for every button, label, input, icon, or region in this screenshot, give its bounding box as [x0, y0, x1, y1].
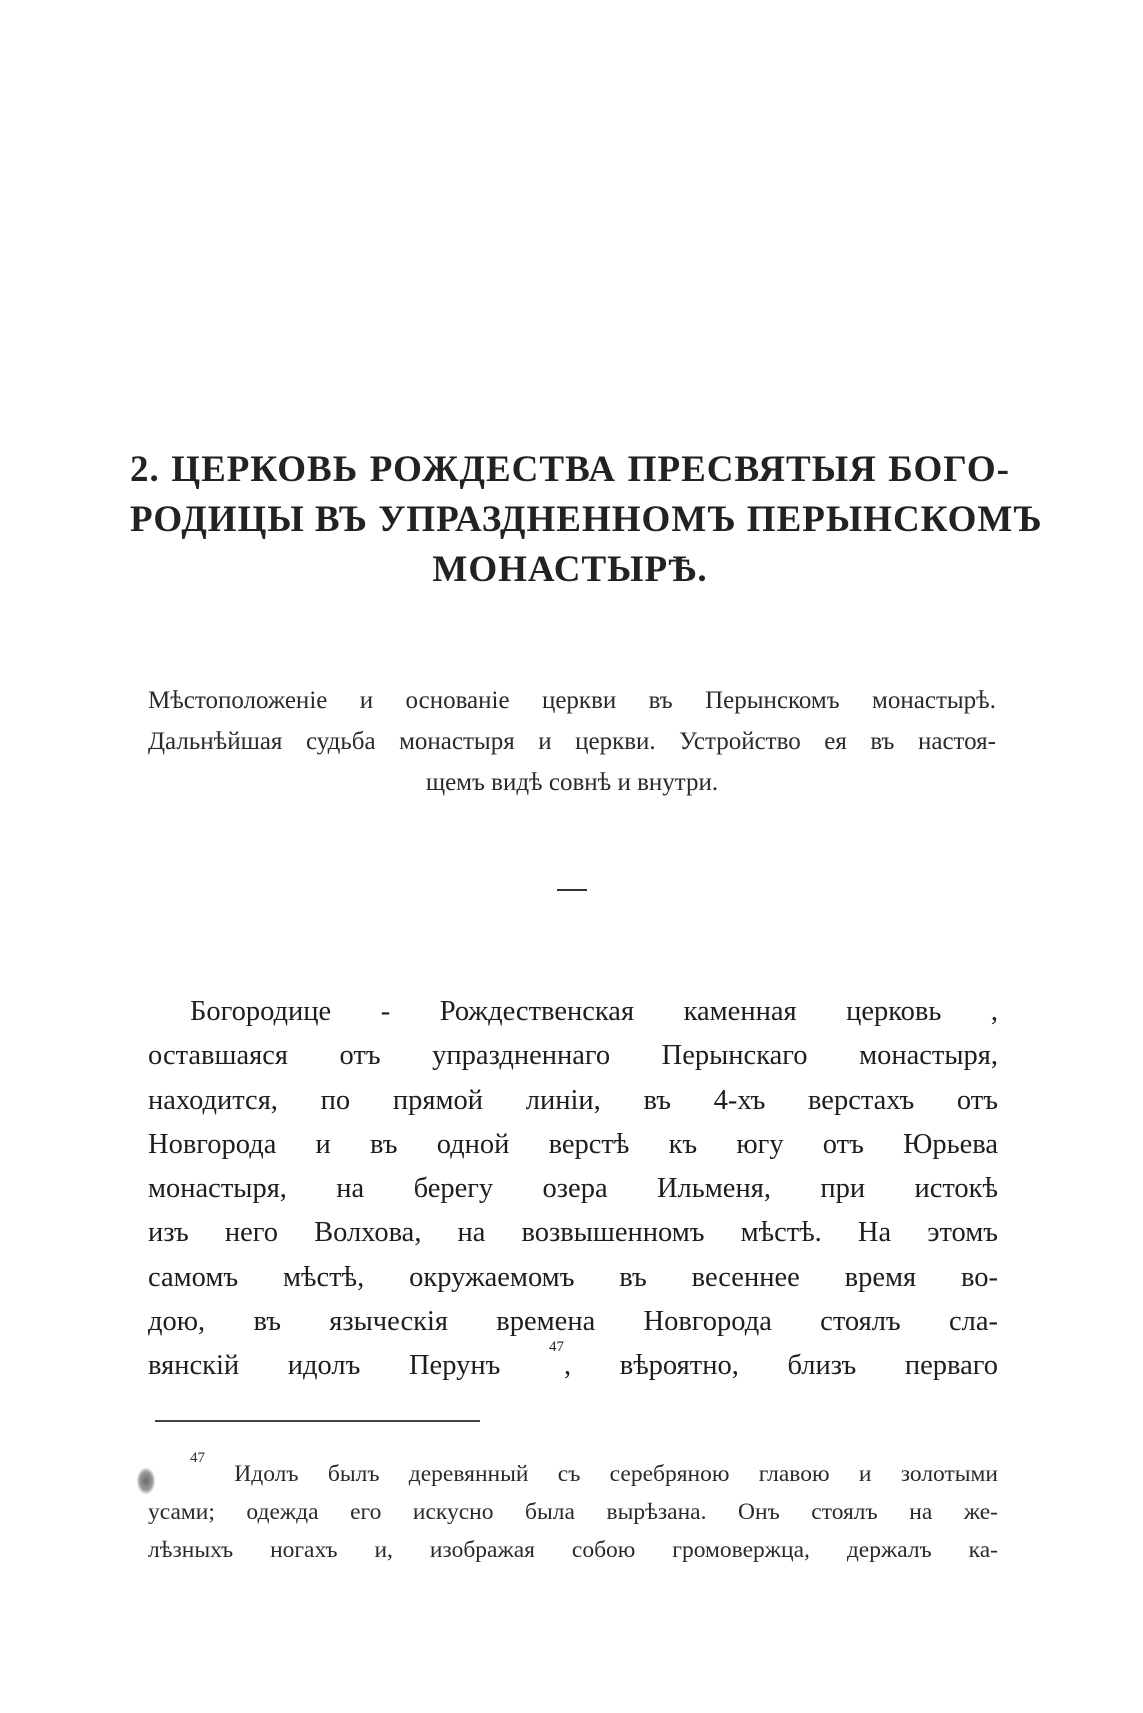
footnote-line: усами; одежда его искусно была вырѣзана. Онъ стоялъ на же- — [148, 1499, 998, 1525]
body-line: Новгорода и въ одной верстѣ къ югу отъ Юрьева — [148, 1128, 998, 1160]
title-line-2: РОДИЦЫ ВЪ УПРАЗДНЕННОМЪ ПЕРЫНСКОМЪ — [130, 499, 1043, 540]
title-line-3: МОНАСТЫРѢ. — [432, 549, 708, 590]
body-line: оставшаяся отъ упраздненнаго Перынскаго монастыря, — [148, 1040, 998, 1072]
footnote-line-1 — [148, 1450, 998, 1493]
footnote-number: 47 — [190, 1450, 205, 1466]
chapter-title — [130, 445, 1043, 595]
summary-line-2: Дальнѣйшая судьба монастыря и церкви. Устройство ея въ настоя- — [148, 728, 996, 755]
body-line: находится, по прямой линіи, въ 4-хъ верстахъ отъ — [148, 1084, 998, 1116]
section-separator — [557, 889, 587, 891]
footnote-line: лѣзныхъ ногахъ и, изображая собою громовержца, держалъ ка- — [148, 1537, 998, 1563]
title-line-1: 2. ЦЕРКОВЬ РОЖДЕСТВА ПРЕСВЯТЫЯ БОГО- — [130, 449, 1010, 490]
chapter-summary — [148, 680, 996, 803]
body-paragraph — [148, 990, 998, 1389]
body-line-last — [148, 1339, 998, 1388]
footnote-reference[interactable]: 47 — [548, 1339, 564, 1356]
body-line: изъ него Волхова, на возвышенномъ мѣстѣ. На этомъ — [148, 1217, 998, 1249]
body-text-fragment: вянскій идолъ Перунъ — [148, 1350, 549, 1382]
body-line: Богородице - Рождественская каменная церковь , — [190, 996, 998, 1027]
body-line: дою, въ языческія времена Новгорода стоялъ сла- — [148, 1306, 998, 1338]
footnote-text: Идолъ былъ деревянный съ серебряною главою и золотыми — [205, 1461, 998, 1487]
summary-line-1: Мѣстоположеніе и основаніе церкви въ Перынскомъ монастырѣ. — [148, 687, 996, 714]
body-line: монастыря, на берегу озера Ильменя, при истокѣ — [148, 1173, 998, 1205]
body-line: самомъ мѣстѣ, окружаемомъ въ весеннее время во- — [148, 1261, 998, 1293]
summary-line-3: щемъ видѣ совнѣ и внутри. — [425, 769, 719, 796]
footnote — [148, 1450, 998, 1569]
body-text-fragment: , вѣроятно, близъ перваго — [563, 1350, 998, 1382]
footnote-rule — [155, 1420, 480, 1422]
